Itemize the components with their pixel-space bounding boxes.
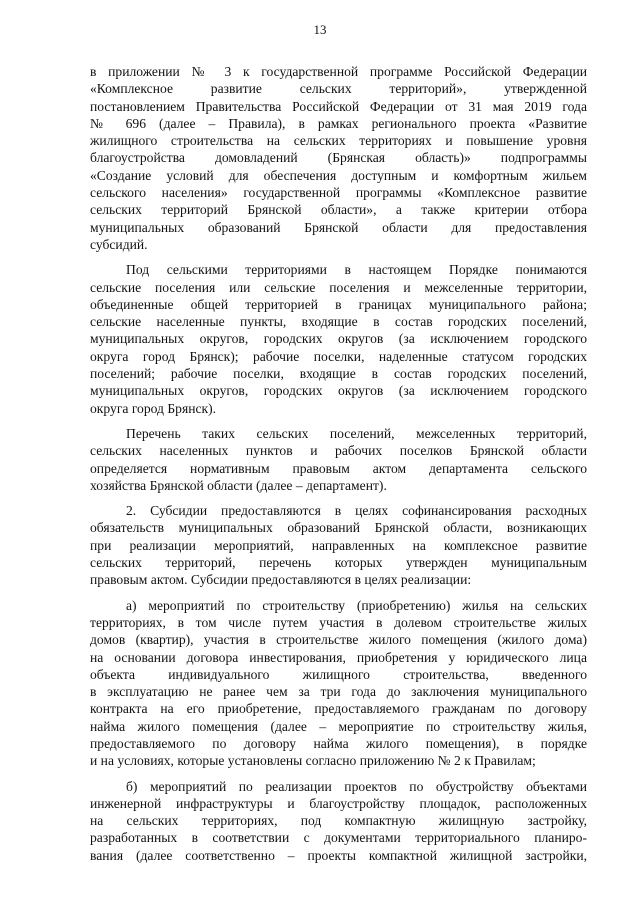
- text-line: сельские населенные пункты, входящие в состав городских поселений,: [90, 314, 587, 330]
- text-line: сельских территорий Брянской области», а также критерии отбора: [90, 202, 587, 218]
- text-line: обязательств муниципальных образований Брянской области, возникающих: [90, 520, 587, 536]
- text-line: сельских территорий, перечень которых утвержден муниципальным: [90, 555, 587, 571]
- paragraph: [90, 63, 587, 253]
- text-line: Под сельскими территориями в настоящем Порядке понимаются: [126, 262, 587, 278]
- text-line: № 696 (далее – Правила), в рамках регионального проекта «Развитие: [90, 115, 587, 131]
- text-line: муниципальных округов, городских округов (за исключением городского: [90, 331, 587, 347]
- text-line: определяется нормативным правовым актом департамента сельского: [90, 460, 587, 476]
- text-line: Перечень таких сельских поселений, межселенных территорий,: [126, 425, 587, 441]
- paragraph: [90, 425, 587, 494]
- text-line: округа город Брянск); рабочие поселки, наделенные статусом городских: [90, 348, 587, 364]
- text-line: «Создание условий для обеспечения доступным и комфортным жильем: [90, 167, 587, 183]
- paragraph: [90, 778, 587, 864]
- text-line: в приложении № 3 к государственной программе Российской Федерации: [90, 64, 587, 79]
- text-line: объединенные общей территорией в границах муниципального района;: [90, 296, 587, 312]
- text-line: сельские поселения или сельские поселения и межселенные территории,: [90, 279, 587, 295]
- text-line: правовым актом. Субсидии предоставляются в целях реализации:: [90, 572, 472, 588]
- text-line: «Комплексное развитие сельских территорий», утвержденной: [90, 81, 587, 97]
- text-line: субсидий.: [90, 236, 148, 252]
- page-number: 13: [313, 22, 327, 37]
- text-line: предоставляемого по договору найма жилого помещения), в порядке: [90, 735, 587, 751]
- text-line: контракта на его приобретение, предоставляемого гражданам по договору: [90, 701, 587, 717]
- text-line: постановлением Правительства Российской Федерации от 31 мая 2019 года: [90, 98, 587, 114]
- text-line: а) мероприятий по строительству (приобретению) жилья на сельских: [126, 597, 587, 613]
- text-line: поселений; рабочие поселки, входящие в состав городских поселений,: [90, 366, 587, 382]
- text-line: объекта индивидуального жилищного строительства, введенного: [90, 666, 587, 682]
- text-line: разработанных в соответствии с документами территориального планиро-: [90, 830, 587, 846]
- text-line: округа город Брянск).: [90, 400, 217, 416]
- text-line: благоустройства домовладений (Брянская область)» подпрограммы: [90, 150, 587, 166]
- text-line: в эксплуатацию не ранее чем за три года до заключения муниципального: [90, 684, 587, 700]
- text-line: при реализации мероприятий, направленных на комплексное развитие: [90, 537, 587, 553]
- text-line: территориях, в том числе путем участия в долевом строительстве жилых: [90, 614, 587, 630]
- text-line: сельских населенных пунктов и рабочих поселков Брянской области: [90, 443, 587, 459]
- text-line: б) мероприятий по реализации проектов по обустройству объектами: [126, 778, 587, 794]
- text-line: хозяйства Брянской области (далее – департамент).: [90, 477, 387, 493]
- text-line: найма жилого помещения (далее – мероприятие по строительству жилья,: [90, 718, 587, 734]
- text-line: на основании договора инвестирования, приобретения у юридического лица: [90, 649, 587, 665]
- text-line: инженерной инфраструктуры и благоустройству площадок, расположенных: [90, 795, 587, 811]
- paragraph: [90, 261, 587, 417]
- text-line: жилищного строительства на сельских территориях и повышение уровня: [90, 133, 587, 149]
- text-line: муниципальных округов, городских округов (за исключением городского: [90, 383, 587, 399]
- text-line: на сельских территориях, под компактную жилищную застройку,: [90, 813, 587, 829]
- paragraph: [90, 502, 587, 588]
- document-body: [90, 63, 587, 872]
- text-line: 2. Субсидии предоставляются в целях софинансирования расходных: [126, 503, 587, 519]
- paragraph: [90, 597, 587, 770]
- text-line: сельского населения» государственной программы «Комплексное развитие: [90, 185, 587, 201]
- text-line: домов (квартир), участия в строительстве жилого помещения (жилого дома): [90, 632, 587, 648]
- text-line: муниципальных образований Брянской области для предоставления: [90, 219, 587, 235]
- text-line: вания (далее соответственно – проекты компактной жилищной застройки,: [90, 847, 587, 863]
- text-line: и на условиях, которые установлены согласно приложению № 2 к Правилам;: [90, 753, 536, 769]
